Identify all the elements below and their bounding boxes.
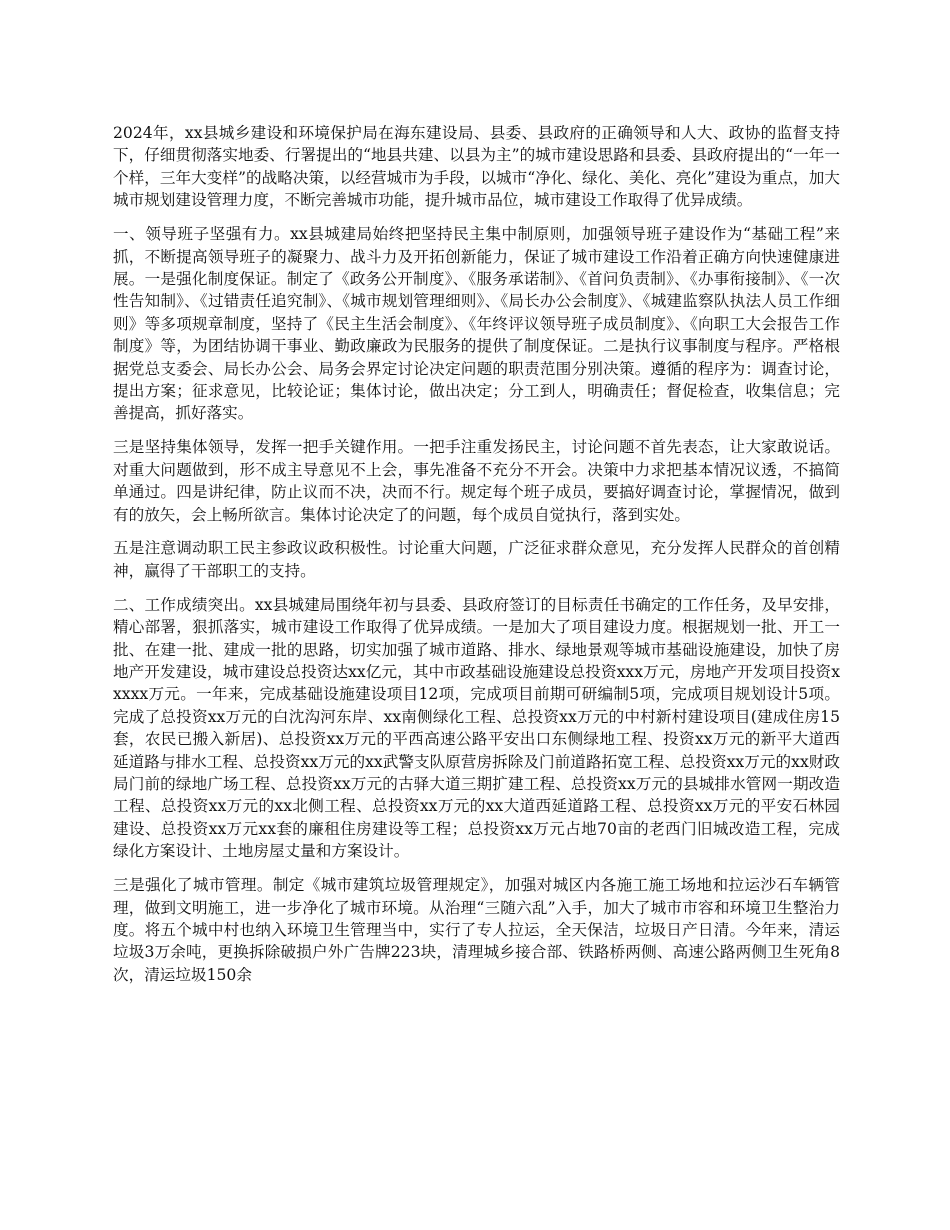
paragraph-intro: 2024年，xx县城乡建设和环境保护局在海东建设局、县委、县政府的正确领导和人大、政协的监督支持下，仔细贯彻落实地委、行署提出的“地县共建、以县为主”的城市建设思路和县委、县政府提出的“一年一个样，三年大变样”的战略决策，以经营城市为手段，以城市“净化、绿化、美化、亮化”建设为重点，加大城市规划建设管理力度，不断完善城市功能，提升城市品位，城市建设工作取得了优异成绩。 xyxy=(113,124,840,210)
paragraph-collective-leadership: 三是坚持集体领导，发挥一把手关键作用。一把手注重发扬民主，讨论问题不首先表态，让大家敢说话。对重大问题做到，形不成主导意见不上会，事先准备不充分不开会。决策中力求把基本情况议透，不搞简单通过。四是讲纪律，防止议而不决，决而不行。规定每个班子成员，要搞好调查讨论，掌握情况，做到有的放矢，会上畅所欲言。集体讨论决定了的问题，每个成员自觉执行，落到实处。 xyxy=(113,438,840,524)
document-body xyxy=(113,122,840,998)
paragraph-staff-participation: 五是注意调动职工民主参政议政积极性。讨论重大问题，广泛征求群众意见，充分发挥人民群众的首创精神，赢得了干部职工的支持。 xyxy=(113,539,840,580)
paragraph-work-achievements: 二、工作成绩突出。xx县城建局围绕年初与县委、县政府签订的目标责任书确定的工作任务，及早安排，精心部署，狠抓落实，城市建设工作取得了优异成绩。一是加大了项目建设力度。根据规划一批、开工一批、在建一批、建成一批的思路，切实加强了城市道路、排水、绿地景观等城市基础设施建设，加快了房地产开发建设，城市建设总投资达xx亿元，其中市政基础设施建设总投资xxx万元，房地产开发项目投资xxxxx万元。一年来，完成基础设施建设项目12项，完成项目前期可研编制5项，完成项目规划设计5项。完成了总投资xx万元的白沈沟河东岸、xx南侧绿化工程、总投资xx万元的中村新村建设项目(建成住房15套，农民已搬入新居)、总投资xx万元的平西高速公路平安出口东侧绿地工程、投资xx万元的新平大道西延道路与排水工程、总投资xx万元的xx武警支队原营房拆除及门前道路拓宽工程、总投资xx万元的xx财政局门前的绿地广场工程、总投资xx万元的古驿大道三期扩建工程、总投资xx万元的县城排水管网一期改造工程、总投资xx万元的xx北侧工程、总投资xx万元的xx大道西延道路工程、总投资xx万元的平安石林园建设、总投资xx万元xx套的廉租住房建设等工程；总投资xx万元占地70亩的老西门旧城改造工程，完成绿化方案设计、土地房屋丈量和方案设计。 xyxy=(113,595,840,861)
paragraph-city-management: 三是强化了城市管理。制定《城市建筑垃圾管理规定》，加强对城区内各施工施工场地和拉运沙石车辆管理，做到文明施工，进一步净化了城市环境。从治理“三随六乱”入手，加大了城市市容和环境卫生整治力度。将五个城中村也纳入环境卫生管理当中，实行了专人拉运，全天保洁，垃圾日产日清。今年来，清运垃圾3万余吨，更换拆除破损户外广告牌223块，清理城乡接合部、铁路桥两侧、高速公路两侧卫生死角8次，清运垃圾150余 xyxy=(113,876,840,984)
paragraph-leadership: 一、领导班子坚强有力。xx县城建局始终把坚持民主集中制原则，加强领导班子建设作为“基础工程”来抓，不断提高领导班子的凝聚力、战斗力及开拓创新能力，保证了城市建设工作沿着正确方向快速健康进展。一是强化制度保证。制定了《政务公开制度》、《服务承诺制》、《首问负责制》、《办事衔接制》、《一次性告知制》、《过错责任追究制》、《城市规划管理细则》、《局长办公会制度》、《城建监察队执法人员工作细则》等多项规章制度，坚持了《民主生活会制度》、《年终评议领导班子成员制度》、《向职工大会报告工作制度》等，为团结协调干事业、勤政廉政为民服务的提供了制度保证。二是执行议事制度与程序。严格根据党总支委会、局长办公会、局务会界定讨论决定问题的职责范围分别决策。遵循的程序为：调查讨论，提出方案；征求意见，比较论证；集体讨论，做出决定；分工到人，明确责任；督促检查，收集信息；完善提高，抓好落实。 xyxy=(113,225,840,423)
